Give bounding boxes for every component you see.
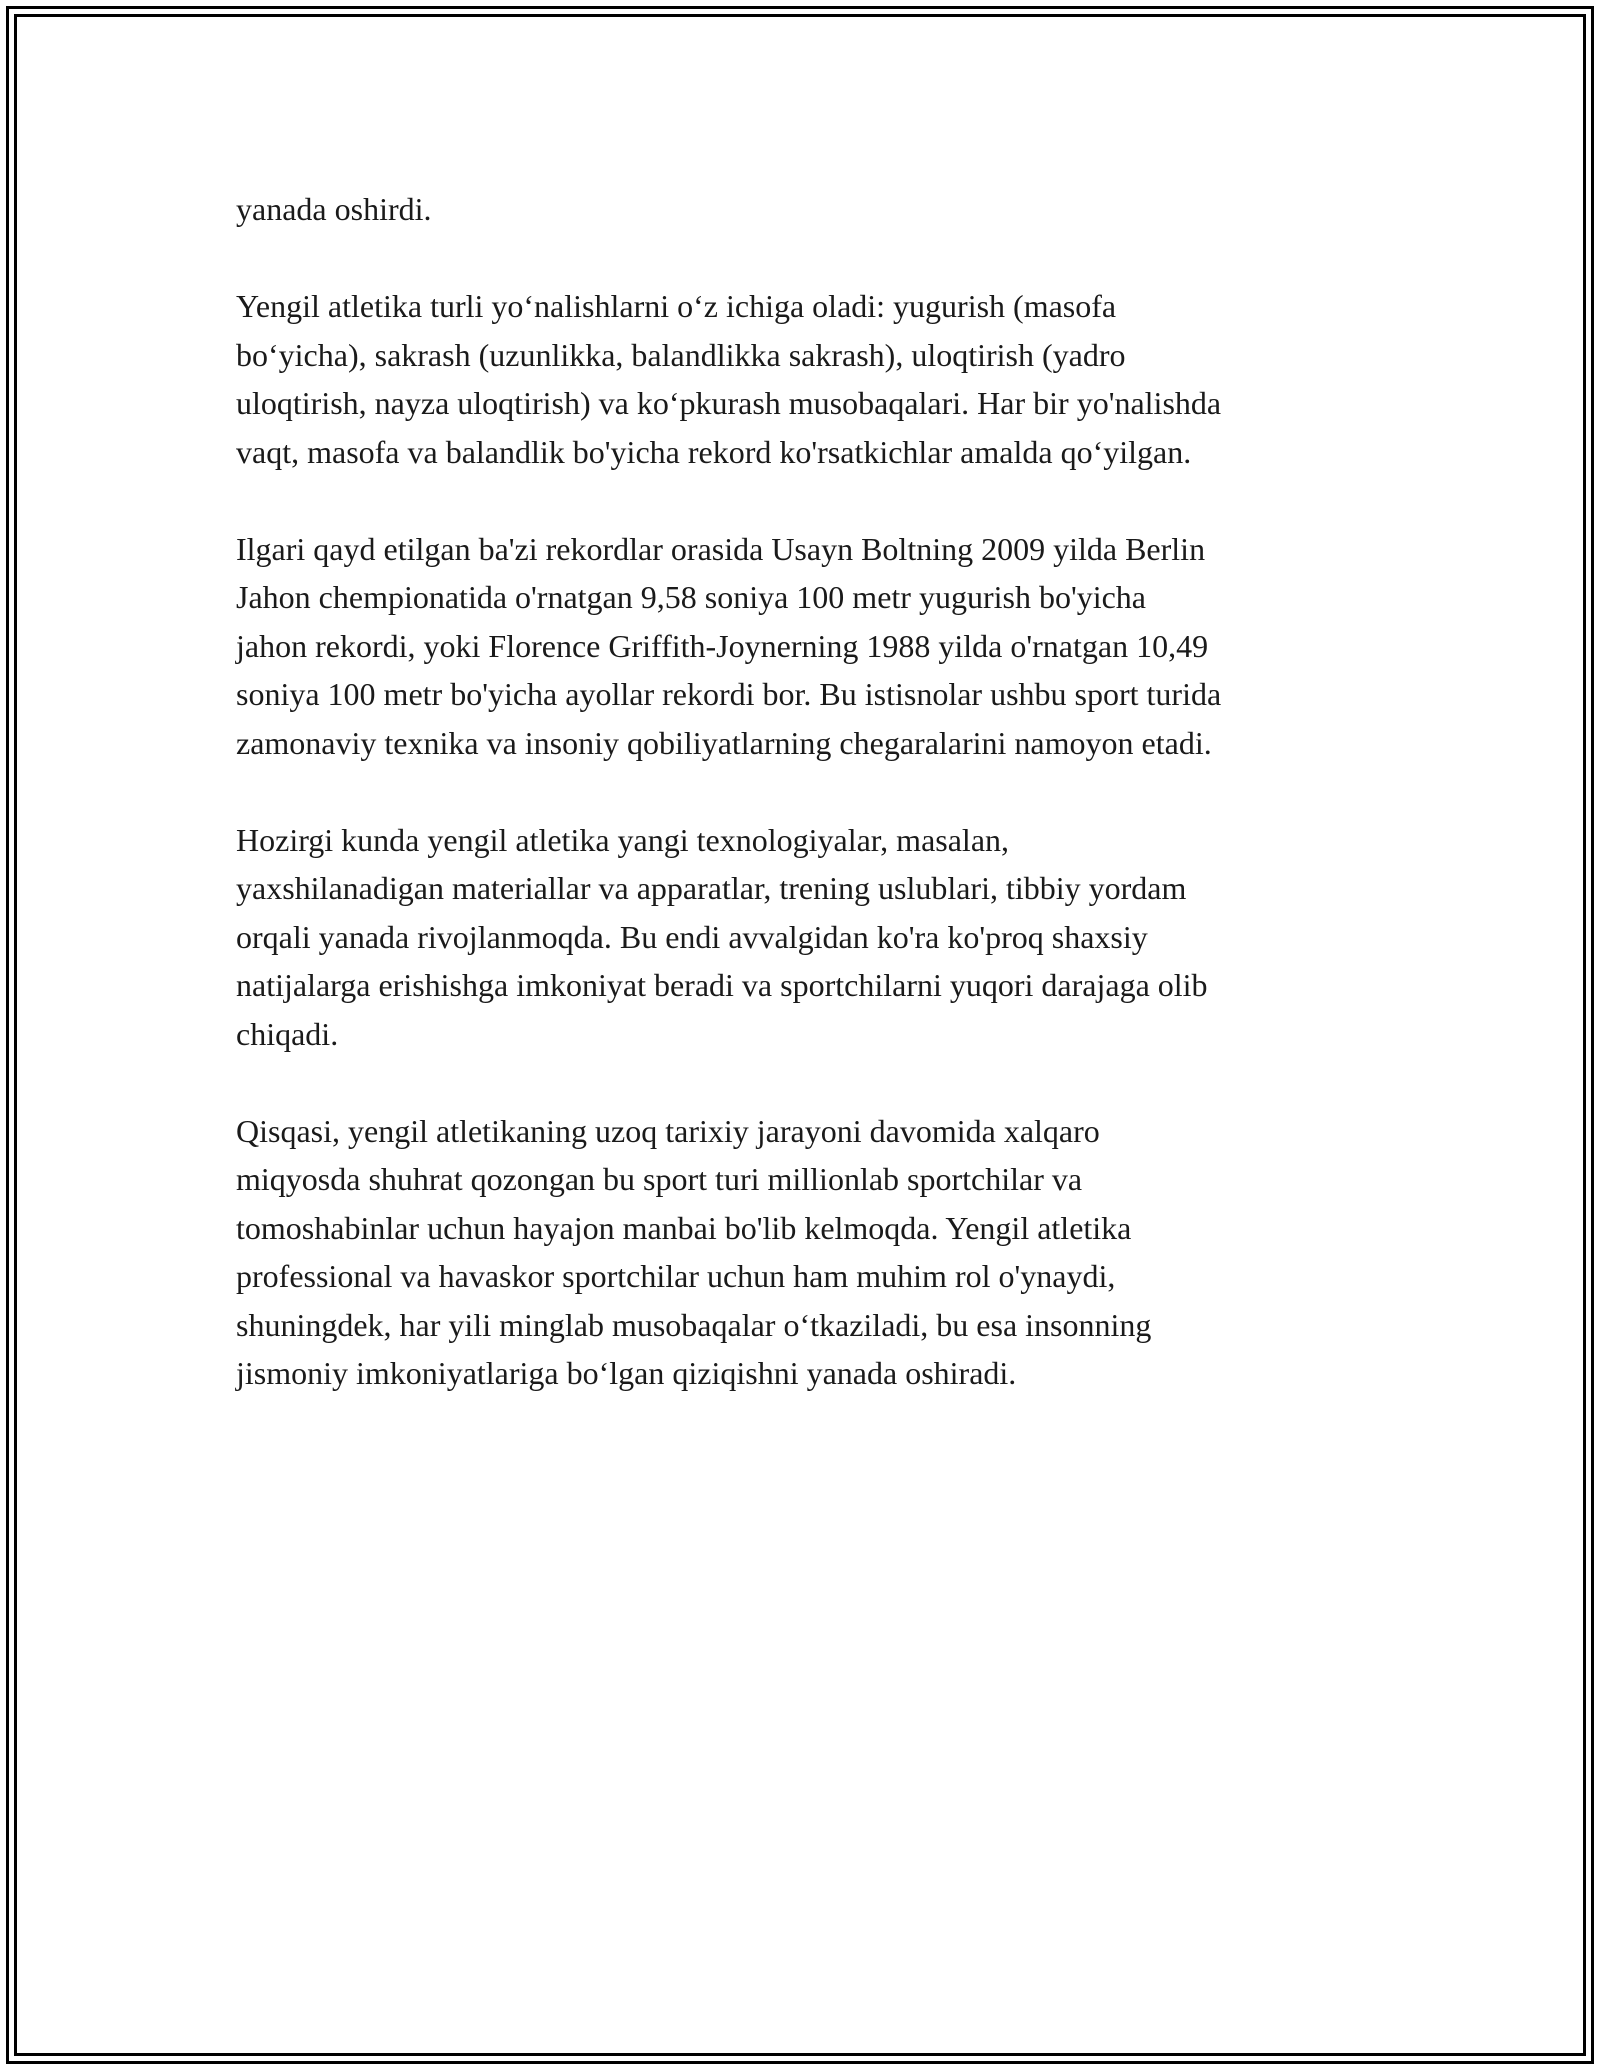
document-body — [236, 185, 1376, 1446]
text-line: miqyosda shuhrat qozongan bu sport turi millionlab sportchilar va — [236, 1161, 1083, 1197]
text-line: natijalarga erishishga imkoniyat beradi va sportchilarni yuqori darajaga olib — [236, 967, 1208, 1003]
text-line: zamonaviy texnika va insoniy qobiliyatlarning chegaralarini namoyon etadi. — [236, 724, 1212, 761]
text-line: soniya 100 metr bo'yicha ayollar rekordi bor. Bu istisnolar ushbu sport turida — [236, 676, 1222, 712]
text-line: jahon rekordi, yoki Florence Griffith-Joynerning 1988 yilda o'rnatgan 10,49 — [236, 627, 1209, 664]
text-line: chiqadi. — [236, 1015, 339, 1052]
text-line: bo‘yicha), sakrash (uzunlikka, balandlikka sakrash), uloqtirish (yadro — [236, 336, 1126, 373]
paragraph-technology — [236, 816, 1376, 1059]
text-line: Yengil atletika turli yo‘nalishlarni o‘z ichiga oladi: yugurish (masofa — [236, 288, 1117, 324]
text-line: uloqtirish, nayza uloqtirish) va ko‘pkurash musobaqalari. Har bir yo'nalishda — [236, 385, 1222, 421]
text-line: Hozirgi kunda yengil atletika yangi texnologiyalar, masalan, — [236, 821, 1010, 858]
text-line: Qisqasi, yengil atletikaning uzoq tarixiy jarayoni davomida xalqaro — [236, 1112, 1100, 1149]
text-line: yaxshilanadigan materiallar va apparatlar, trening uslublari, tibbiy yordam — [236, 870, 1187, 906]
text-line: orqali yanada rivojlanmoqda. Bu endi avvalgidan ko'ra ko'proq shaxsiy — [236, 918, 1148, 955]
text-line: jismoniy imkoniyatlariga bo‘lgan qiziqishni yanada oshiradi. — [236, 1355, 1017, 1391]
text-line: Ilgari qayd etilgan ba'zi rekordlar orasida Usayn Boltning 2009 yilda Berlin — [236, 530, 1206, 567]
text-line: shuningdek, har yili minglab musobaqalar o‘tkaziladi, bu esa insonning — [236, 1306, 1152, 1343]
paragraph-conclusion — [236, 1107, 1376, 1398]
paragraph-records — [236, 525, 1376, 768]
text-line: Jahon chempionatida o'rnatgan 9,58 soniya 100 metr yugurish bo'yicha — [236, 579, 1146, 615]
text-line: vaqt, masofa va balandlik bo'yicha rekord ko'rsatkichlar amalda qo‘yilgan. — [236, 433, 1192, 470]
text-line: yanada oshirdi. — [236, 191, 432, 227]
paragraph-disciplines — [236, 282, 1376, 476]
paragraph-continuation — [236, 185, 1376, 234]
text-line: tomoshabinlar uchun hayajon manbai bo'lib kelmoqda. Yengil atletika — [236, 1209, 1132, 1246]
text-line: professional va havaskor sportchilar uchun ham muhim rol o'ynaydi, — [236, 1258, 1116, 1294]
